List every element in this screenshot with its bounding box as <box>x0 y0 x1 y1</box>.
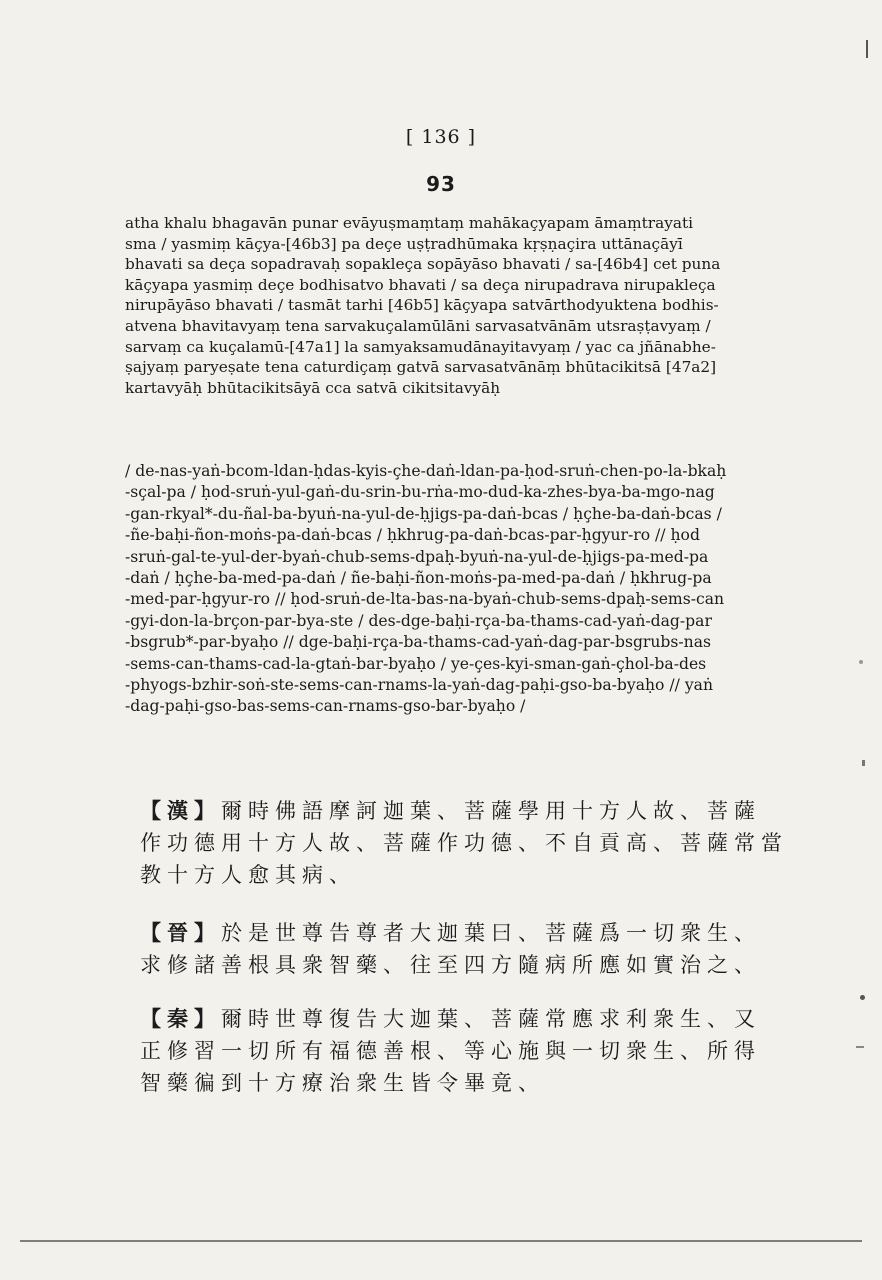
text-line: 智藥徧到十方療治衆生皆令畢竟、 <box>140 1071 545 1095</box>
text-line: -bsgrub*-par-byaḥo // dge-baḥi-rça-ba-thams-cad-yaṅ-dag-par-bsgrubs-nas <box>125 633 712 652</box>
text-line <box>140 795 790 827</box>
text-line-content: 爾時佛語摩訶迦葉、菩薩學用十方人故、菩薩 <box>221 799 761 823</box>
scan-mark <box>860 995 865 1000</box>
scan-mark <box>859 660 863 664</box>
text-line: ṣajyaṃ paryeṣate tena caturdiçaṃ gatvā sarvasatvānāṃ bhūtacikitsā [47a2] <box>125 358 717 377</box>
scan-mark <box>856 1046 864 1048</box>
text-line: atvena bhavitavyaṃ tena sarvakuçalamūlāni sarvasatvānām utsraṣṭavyaṃ / <box>125 316 711 335</box>
text-line: sma / yasmiṃ kāçya-[46b3] pa deçe uṣṭradhūmaka kṛṣṇaçira uttānaçāyī <box>125 234 683 253</box>
translation-marker-jin: 【晉】 <box>140 921 221 945</box>
text-line: -gyi-don-la-brçon-par-bya-ste / des-dge-baḥi-rça-ba-thams-cad-yaṅ-dag-par <box>125 611 712 630</box>
text-line: 作功德用十方人故、菩薩作功德、不自貢高、菩薩常當 <box>140 831 788 855</box>
text-line <box>140 917 790 949</box>
page-number: [ 136 ] <box>405 126 477 148</box>
text-line-content: 爾時世尊復告大迦葉、菩薩常應求利衆生、又 <box>221 1007 761 1031</box>
translation-marker-han: 【漢】 <box>140 799 221 823</box>
text-line: -med-par-ḥgyur-ro // ḥod-sruṅ-de-lta-bas-na-byaṅ-chub-sems-dpaḥ-sems-can <box>125 590 725 609</box>
text-line: / de-nas-yaṅ-bcom-ldan-ḥdas-kyis-çhe-daṅ-ldan-pa-ḥod-sruṅ-chen-po-la-bkaḥ <box>125 462 727 480</box>
text-line: -dag-paḥi-gso-bas-sems-can-rnams-gso-bar-byaḥo / <box>125 697 526 716</box>
text-line: sarvaṃ ca kuçalamū-[47a1] la samyaksamudānayitavyaṃ / yac ca jñānabhe- <box>125 337 716 356</box>
footer-rule <box>20 1240 862 1242</box>
text-line: nirupāyāso bhavati / tasmāt tarhi [46b5] kāçyapa satvārthodyuktena bodhis- <box>125 296 719 315</box>
text-line: kartavyāḥ bhūtacikitsāyā cca satvā cikitsitavyāḥ <box>125 378 501 397</box>
section-number: 93 <box>426 172 456 196</box>
text-line: -sçal-pa / ḥod-sruṅ-yul-gaṅ-du-srin-bu-rṅa-mo-dud-ka-zhes-bya-ba-mgo-nag <box>125 483 715 502</box>
text-line: -sruṅ-gal-te-yul-der-byaṅ-chub-sems-dpaḥ-byuṅ-na-yul-de-ḥjigs-pa-med-pa <box>125 547 709 566</box>
scan-mark <box>866 40 868 58</box>
tibetan-passage <box>125 461 790 718</box>
text-line: -phyogs-bzhir-soṅ-ste-sems-can-rnams-la-yaṅ-dag-paḥi-gso-ba-byaḥo // yaṅ <box>125 676 714 695</box>
chinese-qin-translation <box>140 1003 790 1099</box>
text-line-content: 於是世尊告尊者大迦葉曰、菩薩爲一切衆生、 <box>221 921 761 945</box>
text-line: 求修諸善根具衆智藥、往至四方隨病所應如實治之、 <box>140 953 761 977</box>
text-line: bhavati sa deça sopadravaḥ sopakleça sopāyāso bhavati / sa-[46b4] cet puna <box>125 255 721 274</box>
text-line: 正修習一切所有福德善根、等心施與一切衆生、所得 <box>140 1039 761 1063</box>
text-line: -sems-can-thams-cad-la-gtaṅ-bar-byaḥo / ye-çes-kyi-sman-gaṅ-çhol-ba-des <box>125 654 707 673</box>
sanskrit-passage <box>125 213 790 398</box>
text-line: kāçyapa yasmiṃ deçe bodhisatvo bhavati / sa deça nirupadrava nirupakleça <box>125 275 716 294</box>
chinese-jin-translation <box>140 917 790 981</box>
text-line: 教十方人愈其病、 <box>140 863 356 887</box>
scan-mark <box>862 760 865 766</box>
text-line <box>140 1003 790 1035</box>
translation-marker-qin: 【秦】 <box>140 1007 221 1031</box>
text-line: atha khalu bhagavān punar evāyuṣmaṃtaṃ mahākaçyapam āmaṃtrayati <box>125 214 694 232</box>
text-line: -daṅ / ḥçhe-ba-med-pa-daṅ / ñe-baḥi-ñon-moṅs-pa-med-pa-daṅ / ḥkhrug-pa <box>125 569 712 588</box>
text-line: -ñe-baḥi-ñon-moṅs-pa-daṅ-bcas / ḥkhrug-pa-daṅ-bcas-par-ḥgyur-ro // ḥod <box>125 526 700 545</box>
chinese-han-translation <box>140 795 790 891</box>
text-line: -gan-rkyal*-du-ñal-ba-byuṅ-na-yul-de-ḥjigs-pa-daṅ-bcas / ḥçhe-ba-daṅ-bcas / <box>125 504 722 523</box>
